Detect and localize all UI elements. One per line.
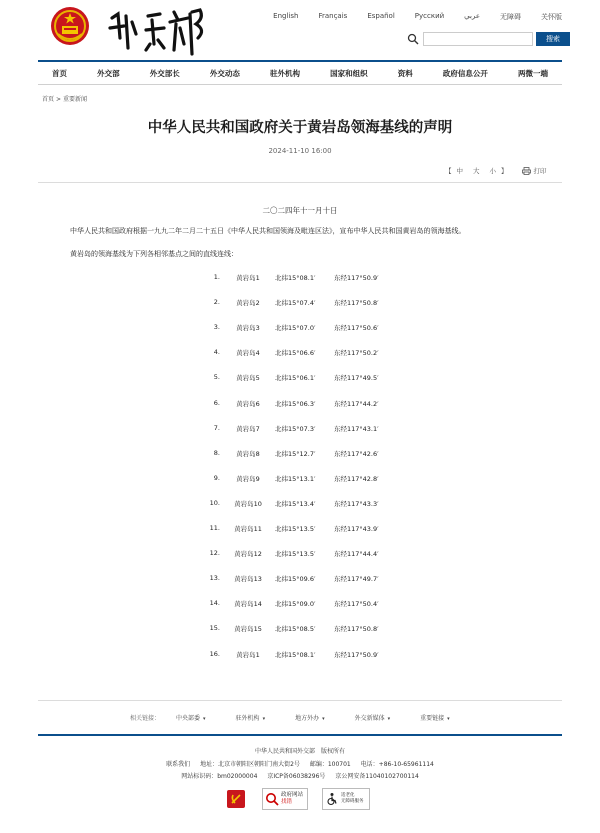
footer-registration-row (0, 771, 600, 780)
link-new-media[interactable] (355, 713, 391, 722)
point-longitude: 东经117°43.9′ (334, 525, 379, 533)
header-divider (38, 182, 562, 183)
footer-address: 地址：北京市朝阳区朝阳门南大街2号 (200, 761, 300, 768)
point-longitude: 东经117°50.8′ (334, 299, 379, 308)
chevron-down-icon: ▾ (447, 716, 450, 722)
point-name: 黄岩岛3 (236, 324, 260, 333)
footer-police-link[interactable]: 京公网安备11040102700114 (335, 773, 419, 780)
point-number: 13. (209, 574, 220, 583)
point-name: 黄岩岛10 (234, 499, 262, 508)
point-name: 黄岩岛15 (234, 625, 262, 634)
magnifier-icon (265, 792, 279, 806)
ministry-calligraphy-logo[interactable] (104, 4, 214, 56)
breadcrumb-separator: > (56, 96, 62, 103)
point-number: 14. (209, 599, 220, 608)
baseline-point-row (0, 323, 600, 333)
gov-badge-line1: 政府网站 (281, 792, 304, 798)
point-longitude: 东经117°49.7′ (334, 575, 379, 584)
article-dateline: 二〇二四年十一月十日 (262, 206, 338, 215)
baseline-point-row (0, 650, 600, 660)
link-important[interactable] (420, 713, 450, 722)
font-size-small[interactable]: 小 (489, 167, 496, 175)
chevron-down-icon: ▾ (262, 716, 266, 722)
point-longitude: 东经117°50.6′ (334, 324, 379, 333)
baseline-point-row (0, 373, 600, 383)
point-latitude: 北纬15°13.5′ (275, 525, 316, 533)
footer-copyright: 中华人民共和国外交部 版权所有 (254, 748, 345, 755)
search-bar (407, 32, 563, 46)
nav-ministry[interactable]: 外交部 (97, 68, 120, 78)
point-longitude: 东经117°42.6′ (334, 449, 379, 458)
nav-missions-abroad[interactable]: 驻外机构 (270, 68, 300, 78)
point-number: 3. (213, 323, 220, 332)
point-name: 黄岩岛1 (236, 274, 260, 282)
article-paragraph-1: 中华人民共和国政府根据一九九二年二月二十五日《中华人民共和国领海及毗连区法》，宣布中华人民共和国黄岩岛的领海基线。 (70, 227, 466, 235)
point-longitude: 东经117°43.3′ (334, 499, 379, 508)
main-nav (38, 60, 562, 85)
baseline-point-row (0, 549, 600, 559)
point-longitude: 东经117°43.1′ (334, 424, 379, 433)
chevron-down-icon: ▾ (322, 716, 325, 722)
site-header (0, 0, 600, 60)
baseline-point-row (0, 499, 600, 509)
footer-divider (38, 734, 562, 736)
link-central-ministries[interactable] (176, 713, 206, 722)
baseline-point-row (0, 424, 600, 434)
baseline-point-row (0, 348, 600, 358)
point-name: 黄岩岛1 (236, 650, 260, 659)
contact-us-link[interactable]: 联系我们 (166, 761, 191, 768)
point-latitude: 北纬15°08.1′ (275, 650, 316, 659)
point-name: 黄岩岛13 (234, 575, 262, 584)
national-emblem-icon[interactable] (50, 6, 90, 46)
point-longitude: 东经117°42.8′ (334, 474, 379, 483)
point-number: 16. (209, 649, 220, 658)
search-input[interactable] (423, 32, 533, 46)
point-name: 黄岩岛6 (236, 399, 260, 408)
point-name: 黄岩岛2 (236, 299, 260, 308)
point-number: 11. (209, 524, 220, 532)
accessibility-link[interactable]: 无障碍 (500, 13, 521, 21)
accessibility-badge[interactable] (322, 788, 370, 810)
related-links (130, 713, 480, 722)
lang-arabic-link[interactable]: عربي (464, 12, 480, 20)
point-latitude: 北纬15°07.0′ (275, 324, 316, 333)
language-bar (253, 12, 562, 22)
point-latitude: 北纬15°06.3′ (275, 399, 316, 408)
point-latitude: 北纬15°08.1′ (275, 274, 316, 282)
point-latitude: 北纬15°07.3′ (275, 424, 316, 433)
printer-icon[interactable] (522, 167, 531, 175)
point-name: 黄岩岛7 (236, 424, 260, 433)
point-longitude: 东经117°50.9′ (334, 274, 379, 282)
font-size-large[interactable]: 大 (473, 167, 480, 175)
footer-postcode: 邮编：100701 (309, 761, 351, 768)
acc-badge-line2: 无障碍服务 (341, 799, 364, 804)
point-longitude: 东经117°50.8′ (334, 625, 379, 634)
point-latitude: 北纬15°08.5′ (275, 625, 316, 634)
search-icon (407, 33, 419, 45)
point-latitude: 北纬15°12.7′ (275, 449, 316, 458)
point-name: 黄岩岛11 (234, 525, 262, 533)
link-label: 地方外办 (295, 715, 320, 722)
footer-badges (226, 788, 370, 810)
acc-badge-line1: 适老化 (341, 793, 355, 798)
baseline-point-row (0, 474, 600, 484)
elder-mode-link[interactable]: 关怀版 (541, 13, 562, 21)
point-number: 1. (213, 273, 220, 281)
nav-social-media[interactable]: 两微一端 (518, 68, 548, 78)
chevron-down-icon: ▾ (203, 716, 206, 722)
link-label: 驻外机构 (235, 715, 260, 722)
article-toolbar (445, 166, 547, 175)
nav-home[interactable]: 首页 (52, 68, 67, 78)
baseline-point-row (0, 599, 600, 609)
point-latitude: 北纬15°09.6′ (275, 575, 316, 584)
font-size-bracket-open: 【 (445, 167, 452, 175)
font-size-switcher (445, 166, 508, 175)
link-label: 重要链接 (420, 715, 445, 722)
nav-countries-orgs[interactable]: 国家和组织 (330, 68, 368, 78)
point-longitude: 东经117°50.2′ (334, 349, 379, 358)
link-local-foreign-affairs[interactable] (295, 713, 325, 722)
point-latitude: 北纬15°07.4′ (275, 299, 316, 308)
point-name: 黄岩岛14 (234, 600, 262, 609)
nav-minister[interactable]: 外交部长 (149, 68, 180, 78)
point-latitude: 北纬15°13.5′ (275, 550, 316, 559)
font-size-bracket-close: 】 (501, 167, 508, 175)
baseline-point-row (0, 449, 600, 459)
point-longitude: 东经117°50.9′ (334, 650, 379, 659)
point-number: 15. (209, 624, 220, 633)
baseline-point-row (0, 624, 600, 634)
breadcrumb (42, 94, 87, 103)
link-label: 中央部委 (176, 715, 201, 722)
point-number: 6. (213, 398, 220, 407)
body-divider (38, 700, 562, 701)
point-longitude: 东经117°44.2′ (334, 399, 379, 408)
point-latitude: 北纬15°06.1′ (275, 374, 316, 383)
point-number: 9. (213, 473, 220, 482)
link-label: 外交新媒体 (354, 715, 385, 722)
article-paragraph-2: 黄岩岛的领海基线为下列各相邻基点之间的直线连线： (70, 250, 238, 258)
lang-russian-link[interactable]: Русский (414, 12, 445, 20)
point-name: 黄岩岛5 (236, 374, 260, 383)
search-button[interactable]: 搜索 (536, 32, 570, 46)
point-number: 4. (213, 348, 220, 357)
nav-diplomatic-news[interactable]: 外交动态 (209, 68, 240, 78)
point-number: 12. (209, 549, 220, 558)
gov-site-error-report-badge[interactable] (262, 788, 308, 810)
font-size-medium[interactable]: 中 (456, 167, 463, 175)
point-longitude: 东经117°49.5′ (334, 374, 379, 383)
print-link[interactable]: 打印 (533, 167, 547, 175)
point-latitude: 北纬15°09.0′ (275, 600, 316, 609)
point-longitude: 东经117°50.4′ (334, 600, 379, 609)
lang-french-link[interactable]: Français (318, 12, 348, 20)
lang-english-link[interactable]: English (273, 12, 299, 20)
point-name: 黄岩岛4 (236, 349, 260, 358)
chevron-down-icon: ▾ (387, 716, 391, 722)
point-latitude: 北纬15°13.1′ (275, 474, 316, 483)
point-name: 黄岩岛9 (236, 474, 260, 483)
party-gov-badge-icon[interactable] (226, 789, 246, 809)
article-date: 2024-11-10 16:00 (268, 147, 332, 155)
point-latitude: 北纬15°06.6′ (275, 349, 316, 358)
baseline-point-row (0, 399, 600, 409)
point-number: 8. (213, 448, 220, 457)
baseline-point-row (0, 273, 600, 283)
related-links-label: 相关链接： (130, 715, 161, 722)
nav-resources[interactable]: 资料 (397, 68, 413, 78)
baseline-point-row (0, 574, 600, 584)
article-title: 中华人民共和国政府关于黄岩岛领海基线的声明 (147, 120, 453, 136)
lang-spanish-link[interactable]: Español (367, 12, 395, 20)
footer-phone: 电话：+86-10-65961114 (360, 761, 434, 768)
baseline-point-row (0, 298, 600, 308)
baseline-point-row (0, 524, 600, 534)
point-latitude: 北纬15°13.4′ (275, 499, 316, 508)
breadcrumb-home[interactable]: 首页 (42, 96, 55, 103)
wheelchair-icon (325, 792, 339, 806)
footer-contact-row (0, 759, 600, 768)
point-number: 7. (213, 423, 220, 432)
link-missions-abroad[interactable] (236, 713, 266, 722)
breadcrumb-current[interactable]: 重要新闻 (63, 96, 88, 103)
gov-badge-line2: 找错 (281, 799, 293, 805)
point-name: 黄岩岛8 (236, 449, 260, 458)
point-name: 黄岩岛12 (234, 550, 262, 559)
point-longitude: 东经117°44.4′ (334, 550, 379, 559)
footer-icp-link[interactable]: 京ICP备06038296号 (267, 773, 326, 780)
footer-site-id: 网站标识码：bm02000004 (181, 773, 258, 780)
point-number: 10. (209, 498, 220, 507)
point-number: 2. (213, 298, 220, 307)
point-number: 5. (213, 373, 220, 382)
nav-gov-info[interactable]: 政府信息公开 (442, 68, 488, 78)
